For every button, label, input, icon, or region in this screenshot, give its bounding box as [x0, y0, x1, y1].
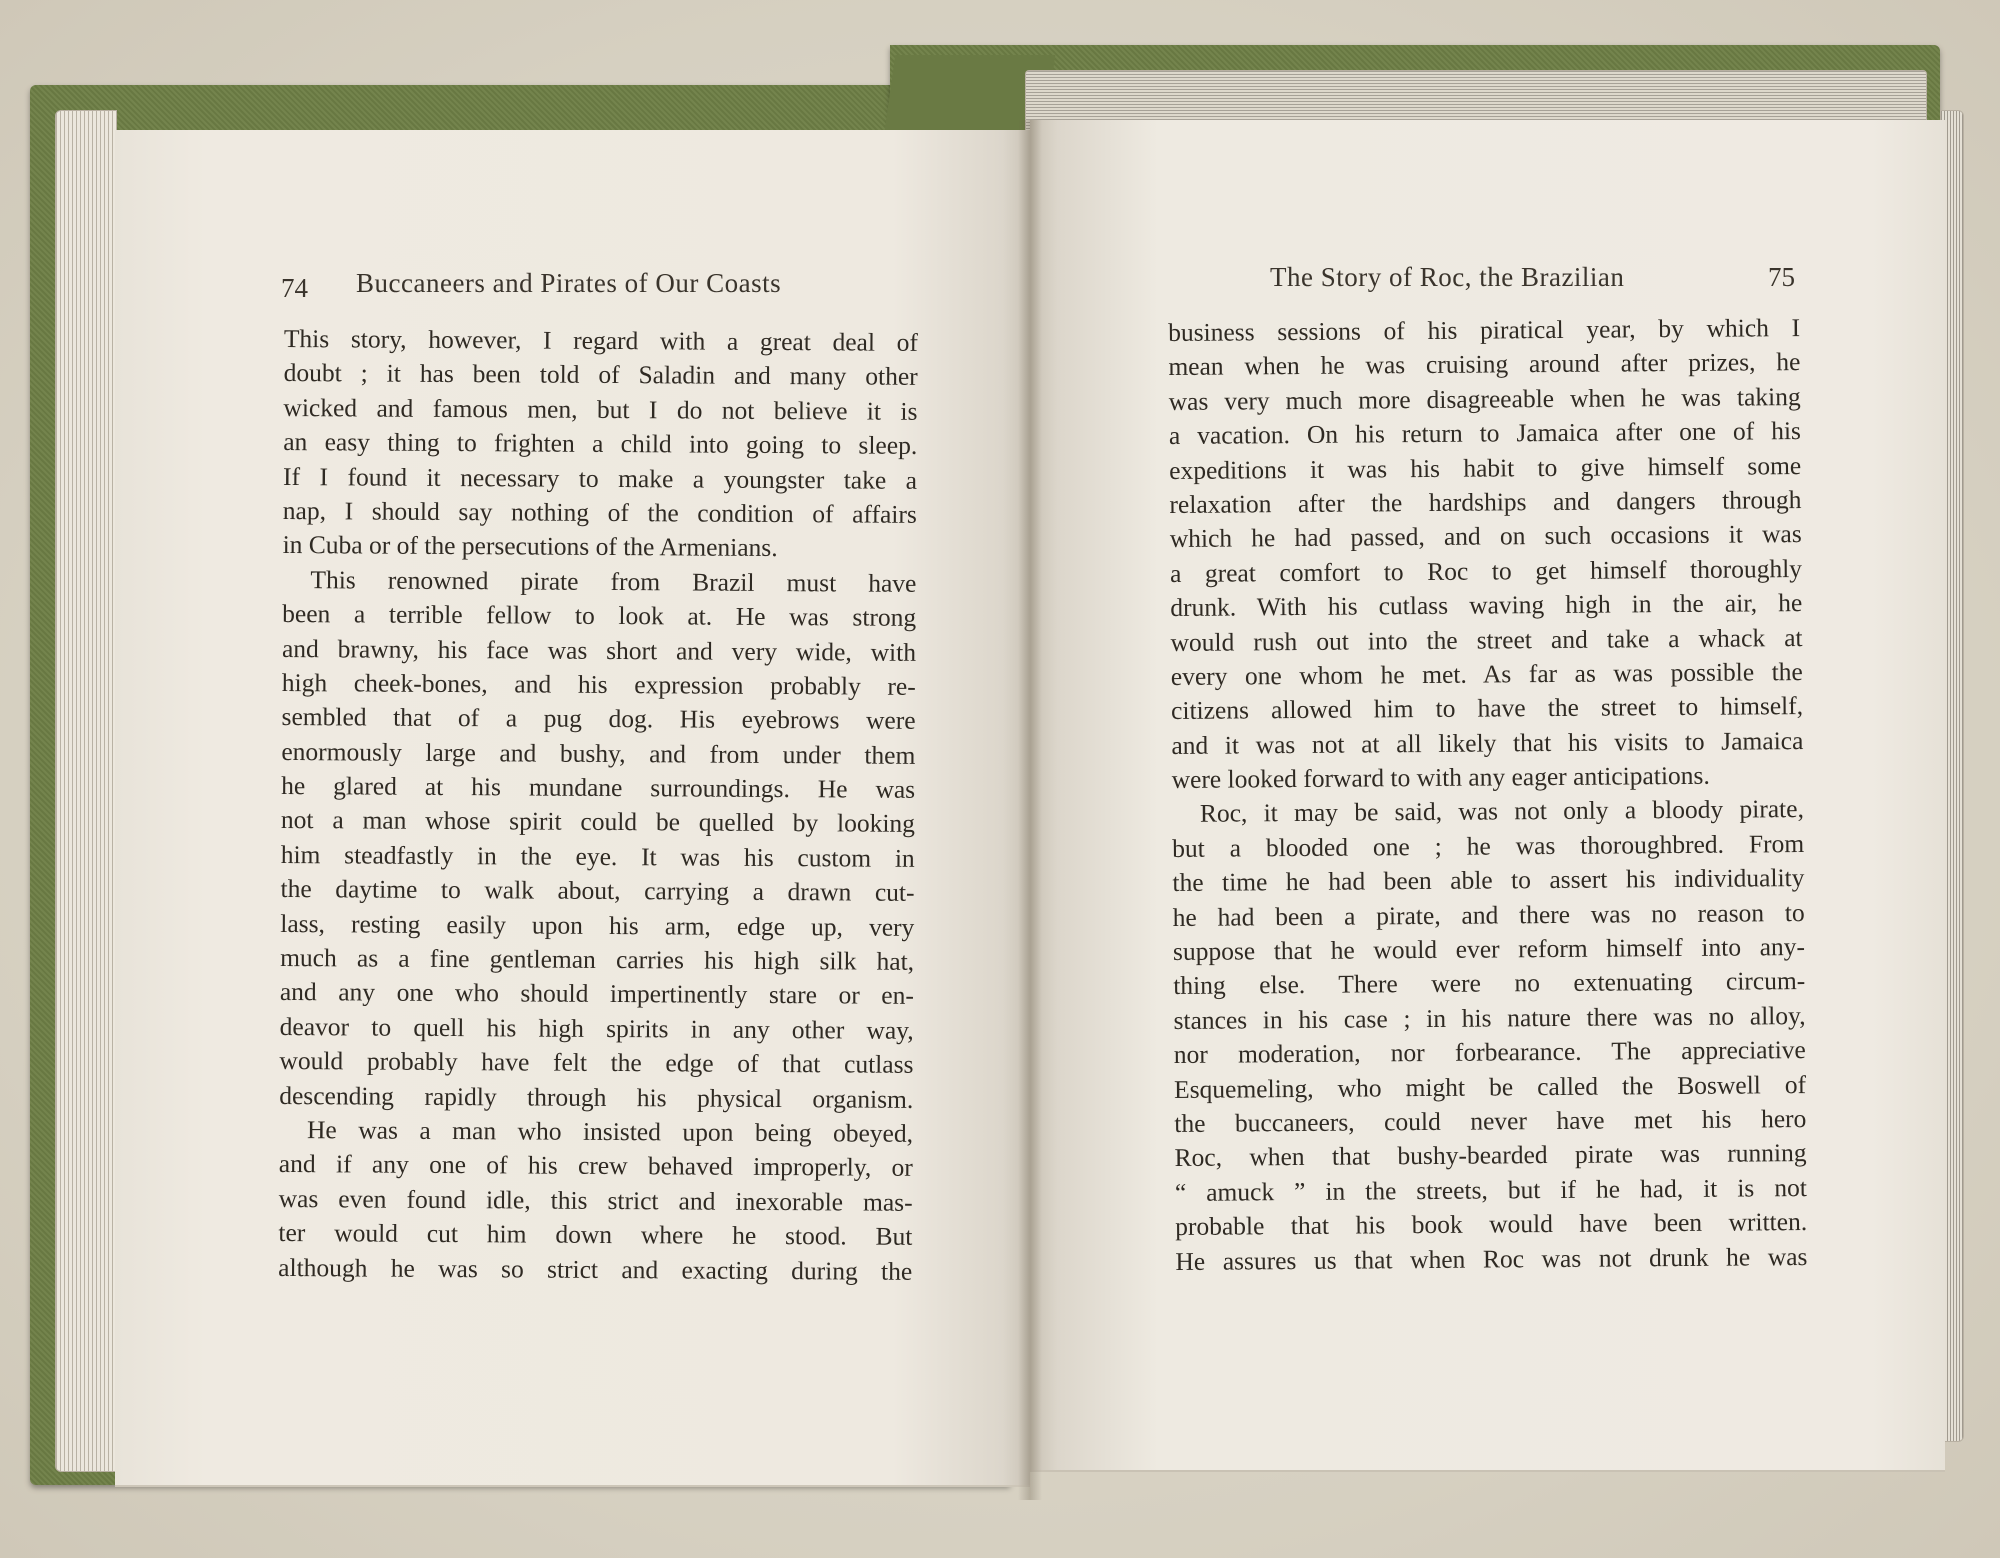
text-line: Esquemeling, who might be called the Boswell of: [1173, 1069, 1807, 1104]
left-page-number: 74: [281, 273, 308, 303]
text-line: would rush out into the street and take a whack at: [1170, 622, 1803, 657]
text-line: “ amuck ” in the streets, but if he had, it is not: [1174, 1172, 1807, 1207]
book-gutter: [1018, 120, 1042, 1500]
text-line: the buccaneers, could never have met his hero: [1174, 1103, 1807, 1138]
text-line: stances in his case ; in his nature there was no alloy,: [1173, 1000, 1806, 1035]
text-line: nap, I should say nothing of the condition of affairs: [282, 495, 917, 529]
text-line: suppose that he would ever reform himself into any-: [1172, 932, 1806, 967]
text-line: which he had passed, and on such occasions it was: [1169, 519, 1802, 554]
text-line: drunk. With his cutlass waving high in the air, he: [1170, 588, 1803, 623]
text-line: much as a fine gentleman carries his high silk hat,: [280, 943, 915, 976]
text-line: the daytime to walk about, carrying a drawn cut-: [280, 874, 915, 908]
text-line: He assures us that when Roc was not drunk he was: [1175, 1241, 1808, 1276]
text-line: high cheek-bones, and his expression probably re-: [281, 667, 916, 701]
text-line: citizens allowed him to have the street to himself,: [1170, 691, 1804, 726]
left-running-head: Buccaneers and Pirates of Our Coasts: [356, 268, 782, 298]
text-line: and brawny, his face was short and very wide, with: [281, 633, 917, 667]
text-line: every one whom he met. As far as was possible the: [1170, 656, 1803, 691]
text-line: and if any one of his crew behaved improperly, or: [278, 1149, 913, 1183]
text-line: was very much more disagreeable when he was taking: [1168, 381, 1801, 416]
text-line: would probably have felt the edge of that cutlass: [279, 1046, 914, 1080]
text-line: relaxation after the hardships and dangers through: [1169, 484, 1802, 519]
text-line: he had been a pirate, and there was no reason to: [1172, 897, 1805, 932]
text-line: not a man whose spirit could be quelled by looking: [280, 805, 916, 839]
right-running-head: The Story of Roc, the Brazilian: [1270, 262, 1625, 292]
text-line: Roc, when that bushy-bearded pirate was running: [1174, 1138, 1807, 1173]
text-line: in Cuba or of the persecutions of the Armenians.: [282, 530, 778, 563]
text-line: thing else. There were no extenuating circum-: [1173, 966, 1806, 1001]
text-line: lass, resting easily upon his arm, edge up, very: [280, 908, 915, 942]
text-line: enormously large and bushy, and from under them: [281, 736, 916, 770]
text-line: If I found it necessary to make a youngster take a: [282, 461, 918, 495]
right-page-text: [1168, 311, 1808, 1279]
page-stack-left-edge: [55, 110, 117, 1472]
text-line: a vacation. On his return to Jamaica after one of his: [1168, 416, 1802, 451]
text-line: an easy thing to frighten a child into going to sleep.: [283, 427, 918, 461]
text-line: sembled that of a pug dog. His eyebrows were: [281, 702, 916, 736]
text-line: he glared at his mundane surroundings. He was: [281, 771, 916, 804]
text-line: deavor to quell his high spirits in any other way,: [279, 1011, 914, 1045]
text-line: descending rapidly through his physical organism.: [279, 1080, 914, 1114]
text-line: Roc, it may be said, was not only a bloody pirate,: [1199, 794, 1805, 829]
text-line: him steadfastly in the eye. It was his custom in: [280, 839, 915, 873]
text-line: and any one who should impertinently stare or en-: [279, 977, 914, 1011]
text-line: wicked and famous men, but I do not believe it is: [283, 392, 918, 426]
text-line: and it was not at all likely that his visits to Jamaica: [1171, 725, 1804, 760]
text-line: nor moderation, nor forbearance. The appreciative: [1173, 1035, 1806, 1070]
text-line: He was a man who insisted upon being obeyed,: [306, 1115, 914, 1148]
text-line: been a terrible fellow to look at. He was strong: [282, 599, 917, 632]
left-page-text: [278, 322, 918, 1289]
text-line: although he was so strict and exacting during the: [278, 1252, 913, 1286]
text-line: the time he had been able to assert his individuality: [1172, 863, 1805, 898]
text-line: doubt ; it has been told of Saladin and many other: [283, 358, 918, 392]
text-line: but a blooded one ; he was thoroughbred. From: [1172, 828, 1805, 863]
right-page-number: 75: [1768, 262, 1795, 292]
text-line: was even found idle, this strict and inexorable mas-: [278, 1183, 913, 1217]
text-line: were looked forward to with any eager anticipations.: [1171, 760, 1710, 795]
text-line: a great comfort to Roc to get himself thoroughly: [1169, 553, 1803, 588]
text-line: expeditions it was his habit to give himself some: [1169, 450, 1802, 485]
text-line: mean when he was cruising around after prizes, he: [1168, 347, 1801, 382]
text-line: probable that his book would have been written.: [1175, 1207, 1808, 1242]
text-line: This renowned pirate from Brazil must have: [310, 564, 917, 598]
text-line: This story, however, I regard with a great deal of: [283, 323, 918, 357]
text-line: ter would cut him down where he stood. But: [278, 1218, 913, 1252]
text-line: business sessions of his piratical year, by which I: [1168, 313, 1801, 347]
